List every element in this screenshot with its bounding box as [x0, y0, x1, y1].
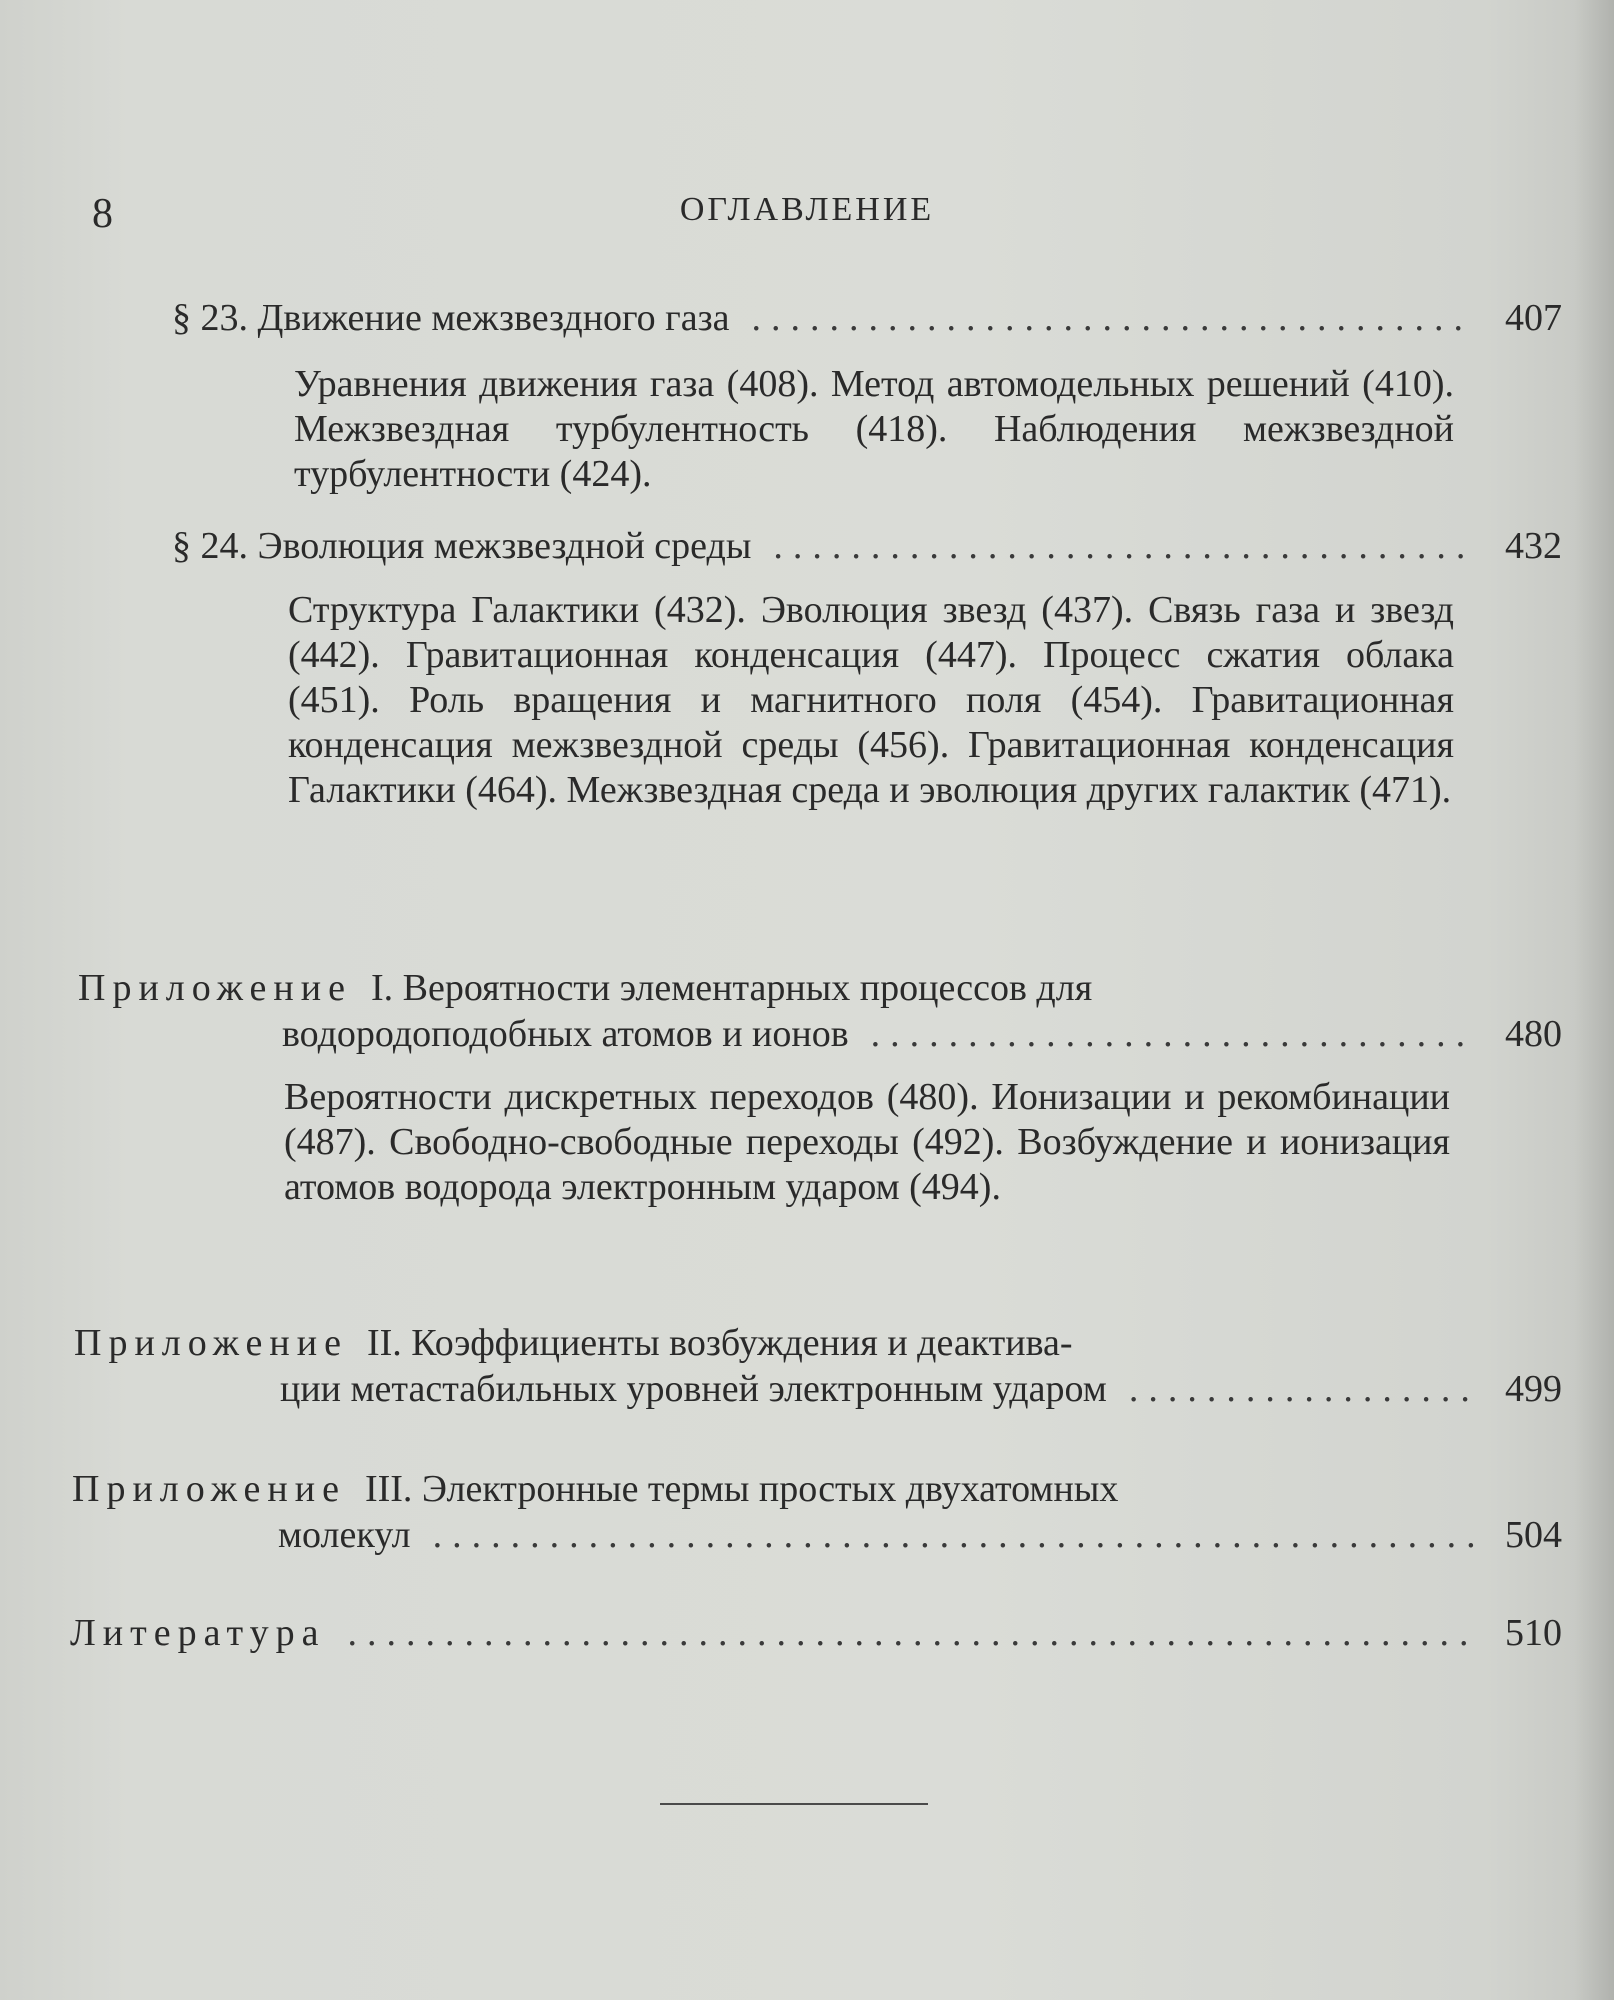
appendix-title-line1: III. Электронные термы простых двухатомных — [364, 1468, 1119, 1510]
appendix-page: 504 — [1505, 1514, 1562, 1556]
dot-leader — [347, 1610, 1474, 1656]
section-title: Эволюция межзвездной среды — [257, 525, 752, 567]
toc-appendix-1[interactable] — [78, 965, 1562, 1057]
appendix-title-line2: молекул — [278, 1514, 411, 1556]
appendix-title-line2: ции метастабильных уровней электронным ударом — [280, 1368, 1107, 1410]
spine-shadow — [1574, 0, 1614, 2000]
appendix-page: 499 — [1505, 1368, 1562, 1410]
section-page: 407 — [1505, 297, 1562, 339]
running-title — [0, 188, 1614, 232]
toc-entry-23[interactable] — [172, 295, 1562, 341]
appendix-title-line1: I. Вероятности элементарных процессов для — [370, 967, 1093, 1009]
toc-appendix-2[interactable] — [74, 1320, 1562, 1412]
appendix-subtopics: Вероятности дискретных переходов (480). Ионизации и рекомбинации (487). Свободно-свободные переходы (492). Возбуждение и ионизация атомов водорода электронным ударом (494). — [284, 1076, 1450, 1208]
toc-literature[interactable] — [70, 1610, 1562, 1656]
dot-leader — [1129, 1366, 1474, 1412]
appendix-page: 480 — [1505, 1013, 1562, 1055]
section-subtopics: Уравнения движения газа (408). Метод автомодельных решений (410). Межзвездная турбулентность (418). Наблюдения межзвездной турбулентности (424). — [294, 363, 1454, 495]
running-title-text: ОГЛАВЛЕНИЕ — [679, 191, 935, 228]
section-subtopics: Структура Галактики (432). Эволюция звезд (437). Связь газа и звезд (442). Гравитационная конденсация (447). Процесс сжатия облака (451). Роль вращения и магнитного поля (454). Гравитационная конденсация межзвездной среды (456). Гравитационная конденсация Галактики (464). Межзвездная среда и эволюция других галактик (471). — [288, 589, 1454, 811]
appendix-label: Приложение — [72, 1468, 346, 1510]
page-number: 8 — [92, 191, 113, 237]
appendix-label: Приложение — [74, 1322, 348, 1364]
toc-appendix-3[interactable] — [72, 1466, 1562, 1558]
section-number: § 24. — [172, 525, 248, 567]
dot-leader — [433, 1512, 1474, 1558]
appendix-label: Приложение — [78, 967, 352, 1009]
section-page: 432 — [1505, 525, 1562, 567]
literature-page: 510 — [1505, 1612, 1562, 1654]
section-number: § 23. — [172, 297, 248, 339]
end-rule — [660, 1803, 928, 1805]
toc-entry-24[interactable] — [172, 523, 1562, 569]
dot-leader — [871, 1011, 1474, 1057]
dot-leader — [773, 523, 1474, 569]
appendix-title-line1: II. Коэффициенты возбуждения и деактива- — [366, 1322, 1073, 1364]
appendix-title-line2: водородоподобных атомов и ионов — [282, 1013, 849, 1055]
section-title: Движение межзвездного газа — [257, 297, 730, 339]
dot-leader — [752, 295, 1474, 341]
literature-label: Литература — [70, 1612, 326, 1654]
